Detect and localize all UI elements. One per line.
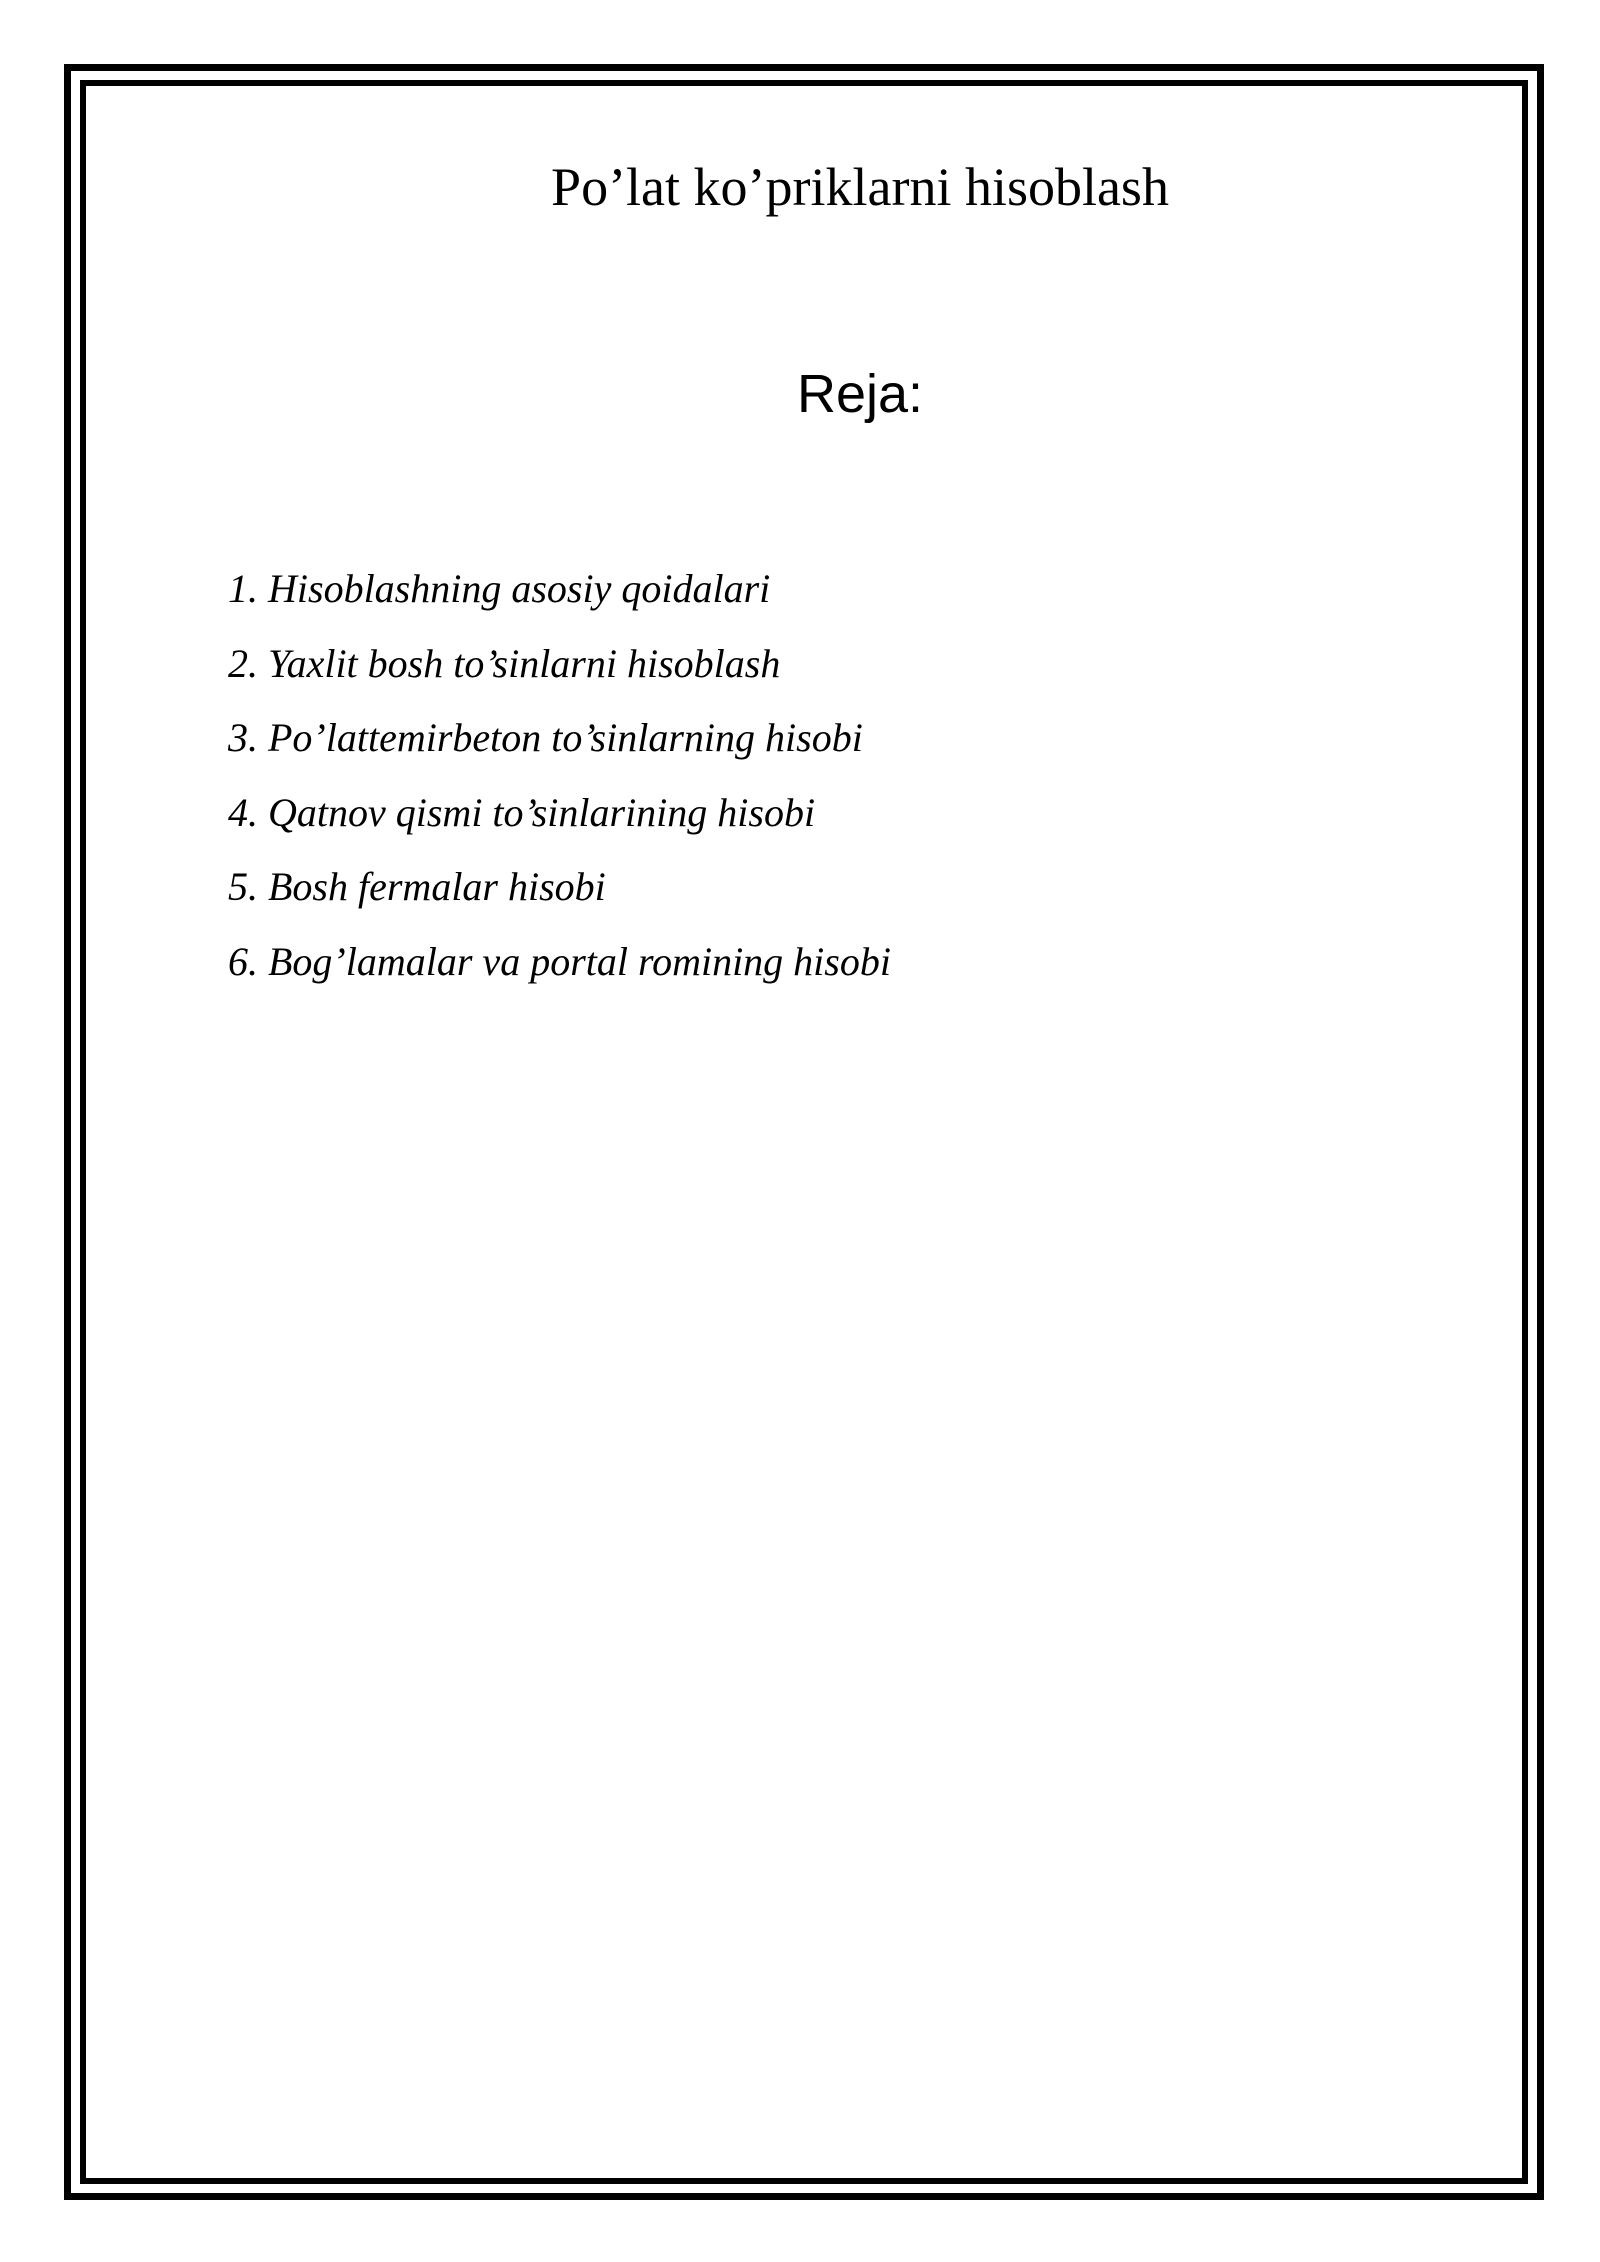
plan-item: 1. Hisoblashning asosiy qoidalari xyxy=(228,566,771,611)
plan-item: 4. Qatnov qismi to’sinlarining hisobi xyxy=(228,789,816,835)
plan-item: 2. Yaxlit bosh to’sinlarni hisoblash xyxy=(228,640,781,686)
plan-heading: Reja: xyxy=(796,364,924,424)
plan-list xyxy=(228,562,891,1009)
document-title: Po’lat ko’priklarni hisoblash xyxy=(551,157,1169,217)
plan-item: 3. Po’lattemirbeton to’sinlarning hisobi xyxy=(228,715,863,760)
plan-item: 5. Bosh fermalar hisobi xyxy=(228,864,606,909)
plan-item: 6. Bog’lamalar va portal romining hisobi xyxy=(228,938,891,984)
